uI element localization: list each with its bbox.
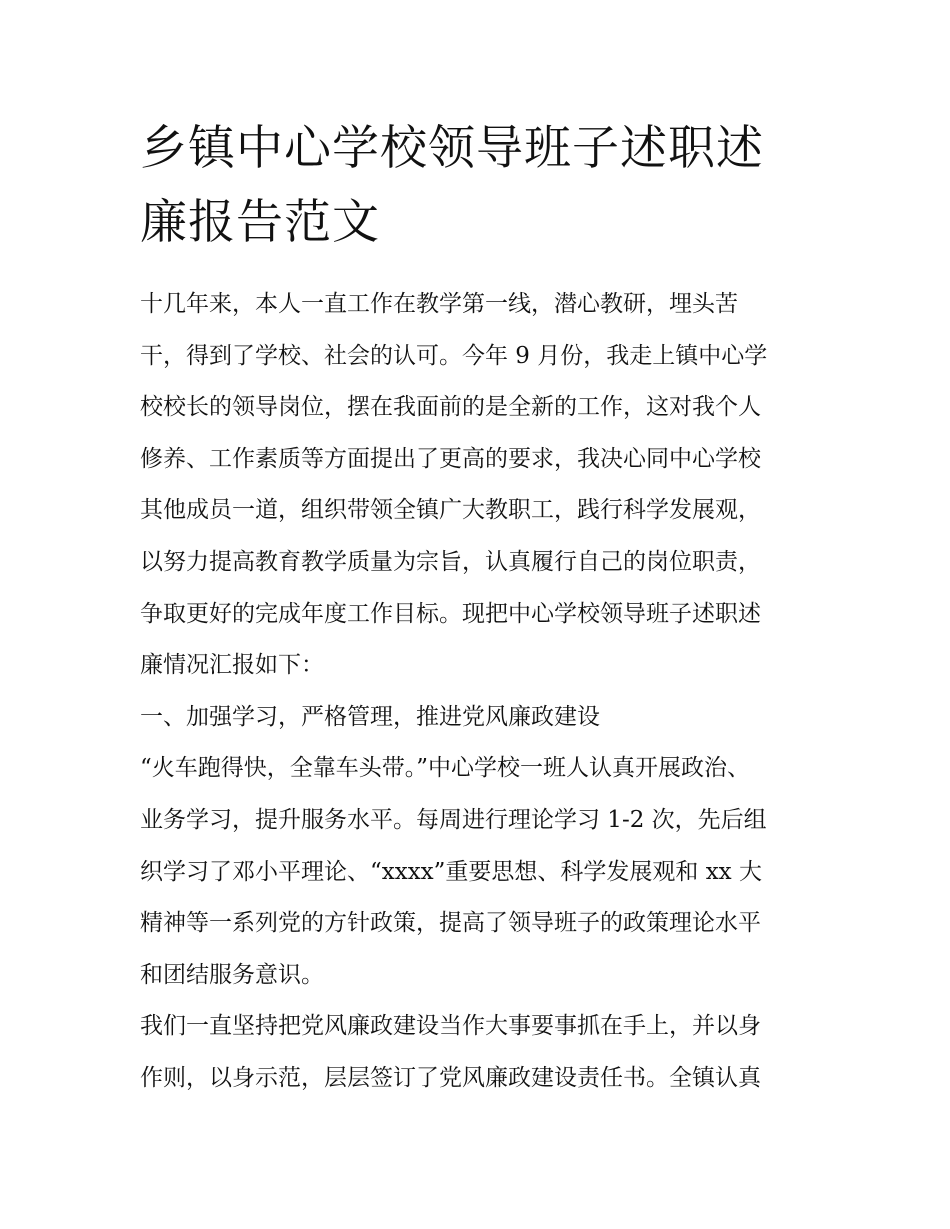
body-line: 精神等一系列党的方针政策，提高了领导班子的政策理论水平 bbox=[140, 910, 761, 937]
body-line: 廉情况汇报如下： bbox=[140, 652, 324, 679]
body-line: 干，得到了学校、社会的认可。今年 9 月份，我走上镇中心学 bbox=[140, 342, 768, 369]
body-line: 十几年来，本人一直工作在教学第一线，潜心教研，埋头苦 bbox=[140, 291, 738, 317]
body-line: 织学习了邓小平理论、“xxxx”重要思想、科学发展观和 xx 大 bbox=[140, 858, 762, 885]
section-heading: 一、加强学习，严格管理，推进党风廉政建设 bbox=[140, 703, 600, 730]
body-line: 修养、工作素质等方面提出了更高的要求，我决心同中心学校 bbox=[140, 445, 761, 472]
body-line: 我们一直坚持把党风廉政建设当作大事要事抓在手上，并以身 bbox=[140, 1013, 761, 1040]
body-line: 校校长的领导岗位，摆在我面前的是全新的工作，这对我个人 bbox=[140, 394, 761, 421]
body-line: 作则，以身示范，层层签订了党风廉政建设责任书。全镇认真 bbox=[140, 1064, 761, 1091]
body-line: 业务学习，提升服务水平。每周进行理论学习 1-2 次，先后组 bbox=[140, 806, 767, 833]
body-line: 争取更好的完成年度工作目标。现把中心学校领导班子述职述 bbox=[140, 600, 761, 627]
body-line: 其他成员一道，组织带领全镇广大教职工，践行科学发展观， bbox=[140, 497, 761, 524]
body-line: 和团结服务意识。 bbox=[140, 961, 324, 988]
body-line: “火车跑得快，全靠车头带。”中心学校一班人认真开展政治、 bbox=[140, 755, 751, 782]
document-body bbox=[140, 279, 818, 1105]
body-line: 以努力提高教育教学质量为宗旨，认真履行自己的岗位职责， bbox=[140, 548, 761, 575]
document-title: 乡镇中心学校领导班子述职述廉报告范文 bbox=[140, 121, 764, 250]
